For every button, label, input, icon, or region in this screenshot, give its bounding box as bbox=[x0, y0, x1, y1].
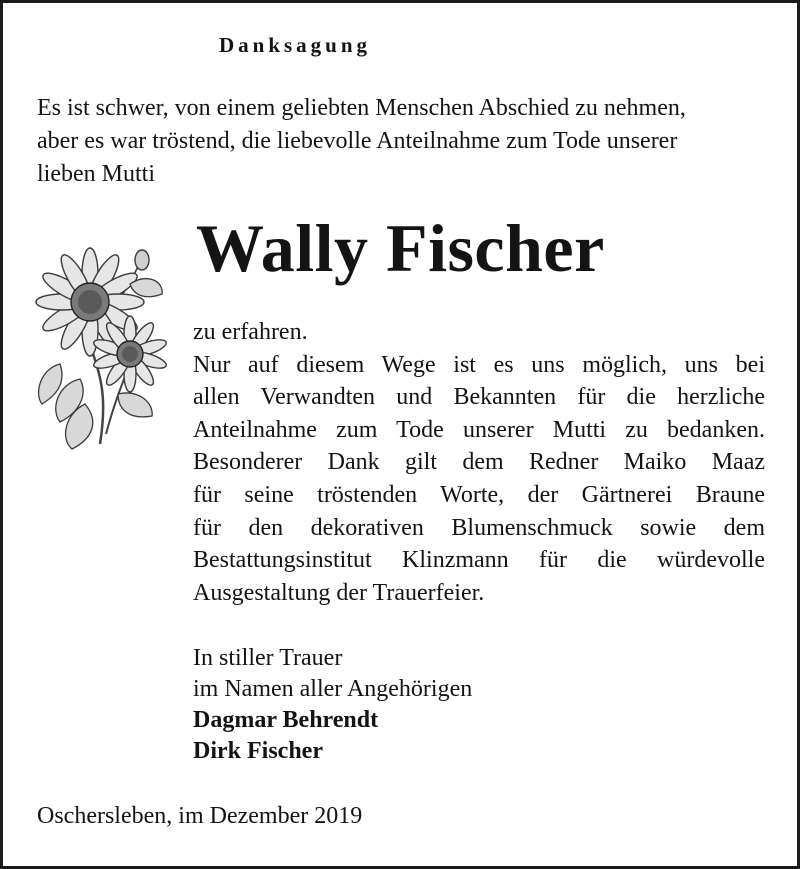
body-text bbox=[193, 316, 765, 609]
body-line: Anteilnahme zum Tode unserer Mutti zu bedanken. bbox=[193, 416, 765, 443]
body-line: für den dekorativen Blumenschmuck sowie dem bbox=[193, 514, 765, 541]
signature-line: In stiller Trauer bbox=[193, 645, 343, 671]
intro-line: aber es war tröstend, die liebevolle Anteilnahme zum Tode unserer bbox=[37, 128, 678, 154]
mourner-name: Dagmar Behrendt bbox=[193, 707, 379, 733]
body-line: Bestattungsinstitut Klinzmann für die würdevolle bbox=[193, 547, 765, 574]
body-line: zu erfahren. bbox=[193, 319, 308, 345]
signature-block bbox=[193, 643, 472, 767]
body-line: allen Verwandten und Bekannten für die herzliche bbox=[193, 384, 765, 411]
intro-line: Es ist schwer, von einem geliebten Menschen Abschied zu nehmen, bbox=[37, 95, 686, 121]
notice-heading: Danksagung bbox=[218, 33, 372, 57]
place-date: Oschersleben, im Dezember 2019 bbox=[37, 803, 363, 829]
body-line: Besonderer Dank gilt dem Redner Maiko Maaz bbox=[193, 449, 765, 476]
mourner-name: Dirk Fischer bbox=[193, 738, 323, 764]
deceased-name: Wally Fischer bbox=[196, 210, 605, 286]
intro-line: lieben Mutti bbox=[37, 161, 155, 187]
intro-text bbox=[37, 92, 777, 191]
body-line: Ausgestaltung der Trauerfeier. bbox=[193, 579, 485, 606]
body-line: für seine tröstenden Worte, der Gärtnerei Braune bbox=[193, 481, 765, 508]
signature-line: im Namen aller Angehörigen bbox=[193, 676, 473, 702]
sunflower-icon bbox=[30, 244, 180, 454]
body-line: Nur auf diesem Wege ist es uns möglich, uns bei bbox=[193, 351, 765, 378]
